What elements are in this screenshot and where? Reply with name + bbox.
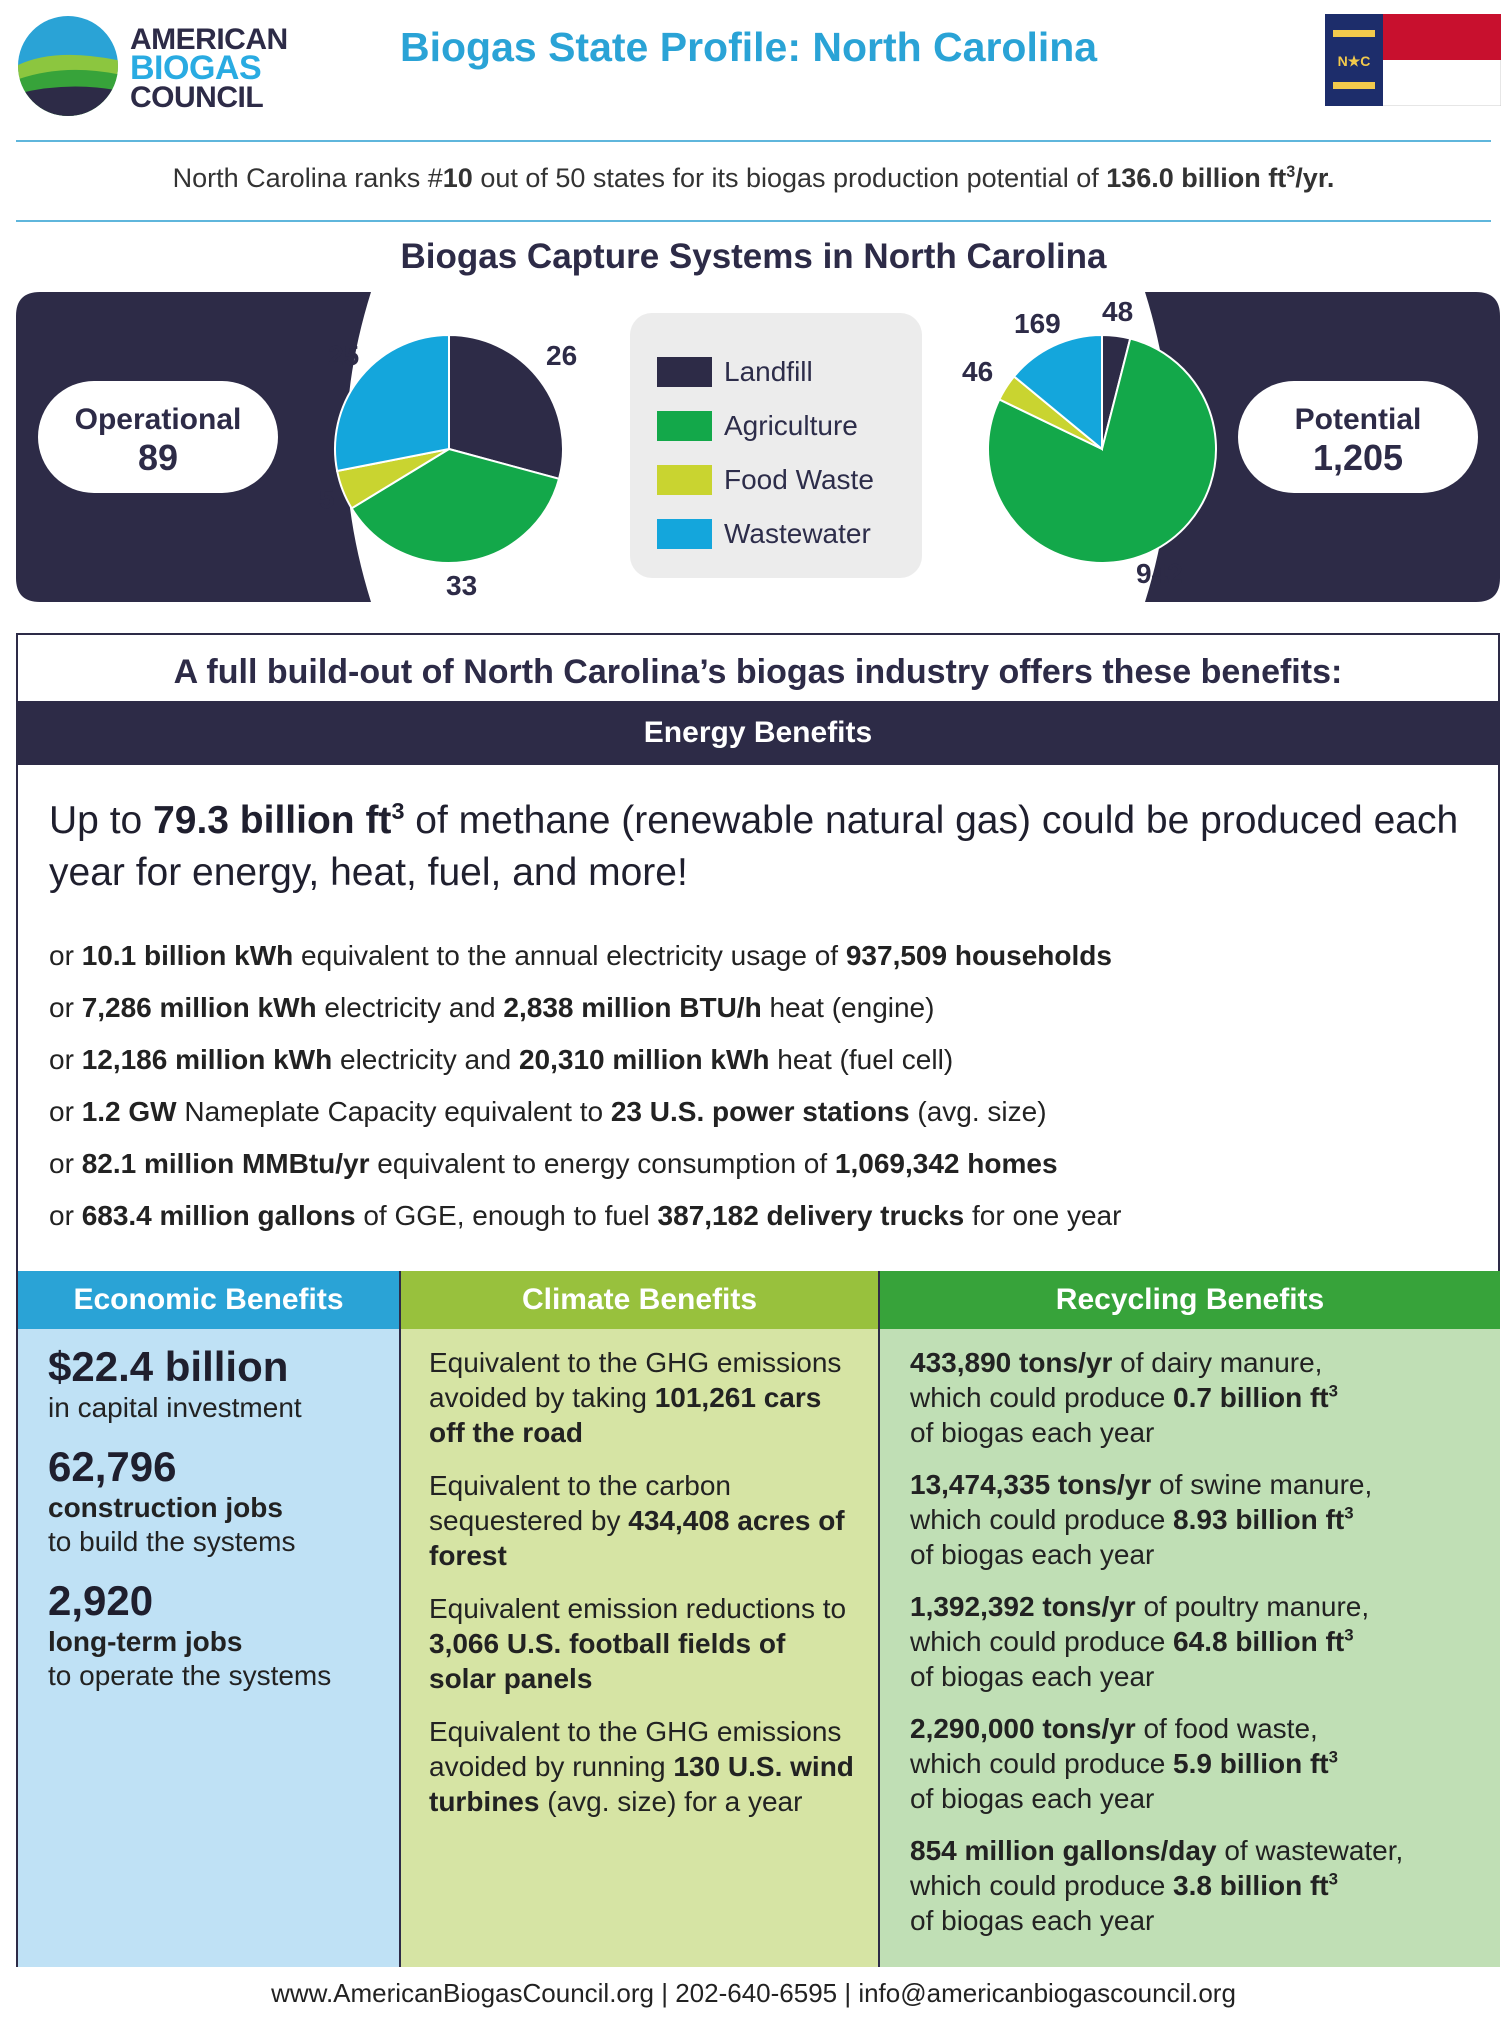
operational-value: 89 bbox=[137, 437, 179, 478]
potential-value: 1,205 bbox=[1312, 437, 1404, 478]
legend-swatch-landfill bbox=[657, 357, 712, 387]
energy-line: or 1.2 GW Nameplate Capacity equivalent to 23 U.S. power stations (avg. size) bbox=[49, 1096, 1047, 1127]
legend-label-wastewater: Wastewater bbox=[724, 518, 871, 549]
page-title: Biogas State Profile: North Carolina bbox=[400, 24, 1098, 70]
economic-value: 2,920 bbox=[48, 1577, 154, 1624]
economic-benefits-header: Economic Benefits bbox=[18, 1271, 399, 1329]
logo-globe-icon bbox=[16, 14, 126, 118]
energy-equivalents-list bbox=[49, 930, 1121, 1242]
recycling-benefits-column bbox=[880, 1271, 1500, 1967]
economic-item bbox=[48, 1577, 399, 1693]
energy-line: or 12,186 million kWh electricity and 20,310 million kWh heat (fuel cell) bbox=[49, 1044, 954, 1075]
legend-item-food-waste bbox=[657, 453, 922, 507]
economic-value: 62,796 bbox=[48, 1443, 177, 1490]
operational-pie-chart bbox=[333, 333, 565, 565]
methane-headline: Up to 79.3 billion $ft^3$ of methane (renewable natural gas) could be produced each year for energy, heat, fuel, and more! bbox=[49, 798, 1459, 894]
north-carolina-flag bbox=[1325, 14, 1501, 106]
legend-label-agriculture: Agriculture bbox=[724, 410, 858, 441]
pie-label-wastewater-potential: 169 bbox=[1014, 308, 1061, 339]
divider bbox=[16, 140, 1491, 142]
economic-bold: construction jobs bbox=[48, 1492, 283, 1523]
climate-benefits-body bbox=[401, 1329, 878, 1967]
energy-benefits-header: Energy Benefits bbox=[18, 701, 1498, 765]
economic-value: $22.4 billion bbox=[48, 1343, 289, 1390]
recycling-item: 433,890 tons/yr of dairy manure, which could produce 0.7 billion $ft^3$ of biogas each year bbox=[910, 1347, 1338, 1448]
legend-swatch-agriculture bbox=[657, 411, 712, 441]
economic-bold: long-term jobs bbox=[48, 1626, 243, 1657]
pie-label-agriculture-potential: 942 bbox=[1136, 558, 1183, 589]
recycling-item: 2,290,000 tons/yr of food waste, which could produce 5.9 billion $ft^3$ of biogas each year bbox=[910, 1713, 1338, 1814]
operational-pill bbox=[38, 381, 278, 493]
energy-line: or 10.1 billion kWh equivalent to the annual electricity usage of 937,509 households bbox=[49, 940, 1112, 971]
recycling-item: 854 million gallons/day of wastewater, which could produce 3.8 billion $ft^3$ of biogas each year bbox=[910, 1835, 1404, 1936]
logo-wordmark: AMERICAN BIOGAS COUNCIL bbox=[130, 23, 288, 114]
climate-item: Equivalent emission reductions to 3,066 U.S. football fields of solar panels bbox=[429, 1593, 847, 1694]
economic-desc: to operate the systems bbox=[48, 1660, 332, 1691]
legend-item-wastewater bbox=[657, 507, 922, 561]
energy-line: or 683.4 million gallons of GGE, enough to fuel 387,182 delivery trucks for one year bbox=[49, 1200, 1122, 1231]
pie-label-landfill-potential: 48 bbox=[1102, 296, 1134, 327]
pie-label-landfill-operational: 26 bbox=[546, 340, 578, 371]
pie-label-foodwaste-potential: 46 bbox=[962, 356, 994, 387]
climate-item: Equivalent to the GHG emissions avoided by running 130 U.S. wind turbines (avg. size) for a year bbox=[429, 1716, 854, 1817]
climate-item: Equivalent to the GHG emissions avoided by taking 101,261 cars off the road bbox=[429, 1347, 842, 1448]
economic-desc: to build the systems bbox=[48, 1526, 296, 1557]
economic-benefits-column bbox=[18, 1271, 399, 1967]
climate-benefits-header: Climate Benefits bbox=[401, 1271, 878, 1329]
recycling-benefits-header: Recycling Benefits bbox=[880, 1271, 1500, 1329]
recycling-item: 13,474,335 tons/yr of swine manure, which could produce 8.93 billion $ft^3$ of biogas each year bbox=[910, 1469, 1373, 1570]
operational-label: Operational bbox=[74, 403, 242, 436]
economic-item bbox=[48, 1343, 399, 1425]
legend-label-food-waste: Food Waste bbox=[724, 464, 874, 495]
legend-swatch-wastewater bbox=[657, 519, 712, 549]
recycling-benefits-body bbox=[880, 1329, 1500, 1967]
energy-line: or 7,286 million kWh electricity and 2,838 million BTU/h heat (engine) bbox=[49, 992, 935, 1023]
potential-label: Potential bbox=[1294, 403, 1422, 436]
footer-contact: www.AmericanBiogasCouncil.org | 202-640-6595 | info@americanbiogascouncil.org bbox=[271, 1978, 1236, 2008]
benefits-box bbox=[16, 633, 1500, 1967]
legend-item-landfill bbox=[657, 345, 922, 399]
benefits-title: A full build-out of North Carolina’s biogas industry offers these benefits: bbox=[173, 653, 1343, 691]
economic-item bbox=[48, 1443, 399, 1559]
climate-benefits-column bbox=[399, 1271, 880, 1967]
energy-line: or 82.1 million MMBtu/yr equivalent to energy consumption of 1,069,342 homes bbox=[49, 1148, 1058, 1179]
potential-pie-chart bbox=[986, 333, 1218, 565]
pie-label-foodwaste-operational: 5 bbox=[319, 483, 335, 514]
american-biogas-council-logo bbox=[16, 14, 286, 118]
economic-benefits-body bbox=[18, 1329, 399, 1967]
flag-text: N★C bbox=[1337, 53, 1371, 69]
pie-label-wastewater-operational: 25 bbox=[328, 340, 360, 371]
legend-swatch-food-waste bbox=[657, 465, 712, 495]
legend-item-agriculture bbox=[657, 399, 922, 453]
divider bbox=[16, 220, 1491, 222]
chart-legend bbox=[630, 313, 922, 578]
pie-label-agriculture-operational: 33 bbox=[446, 570, 478, 601]
climate-item: Equivalent to the carbon sequestered by 434,408 acres of forest bbox=[429, 1470, 845, 1571]
legend-label-landfill: Landfill bbox=[724, 356, 813, 387]
economic-desc: in capital investment bbox=[48, 1392, 302, 1423]
recycling-item: 1,392,392 tons/yr of poultry manure, which could produce 64.8 billion $ft^3$ of biogas each year bbox=[910, 1591, 1370, 1692]
potential-pill bbox=[1238, 381, 1478, 493]
rank-statement: North Carolina ranks #10 out of 50 states for its biogas production potential of 136.0 billion $ft^3/yr$. bbox=[172, 163, 1335, 193]
capture-systems-title: Biogas Capture Systems in North Carolina bbox=[400, 237, 1107, 276]
